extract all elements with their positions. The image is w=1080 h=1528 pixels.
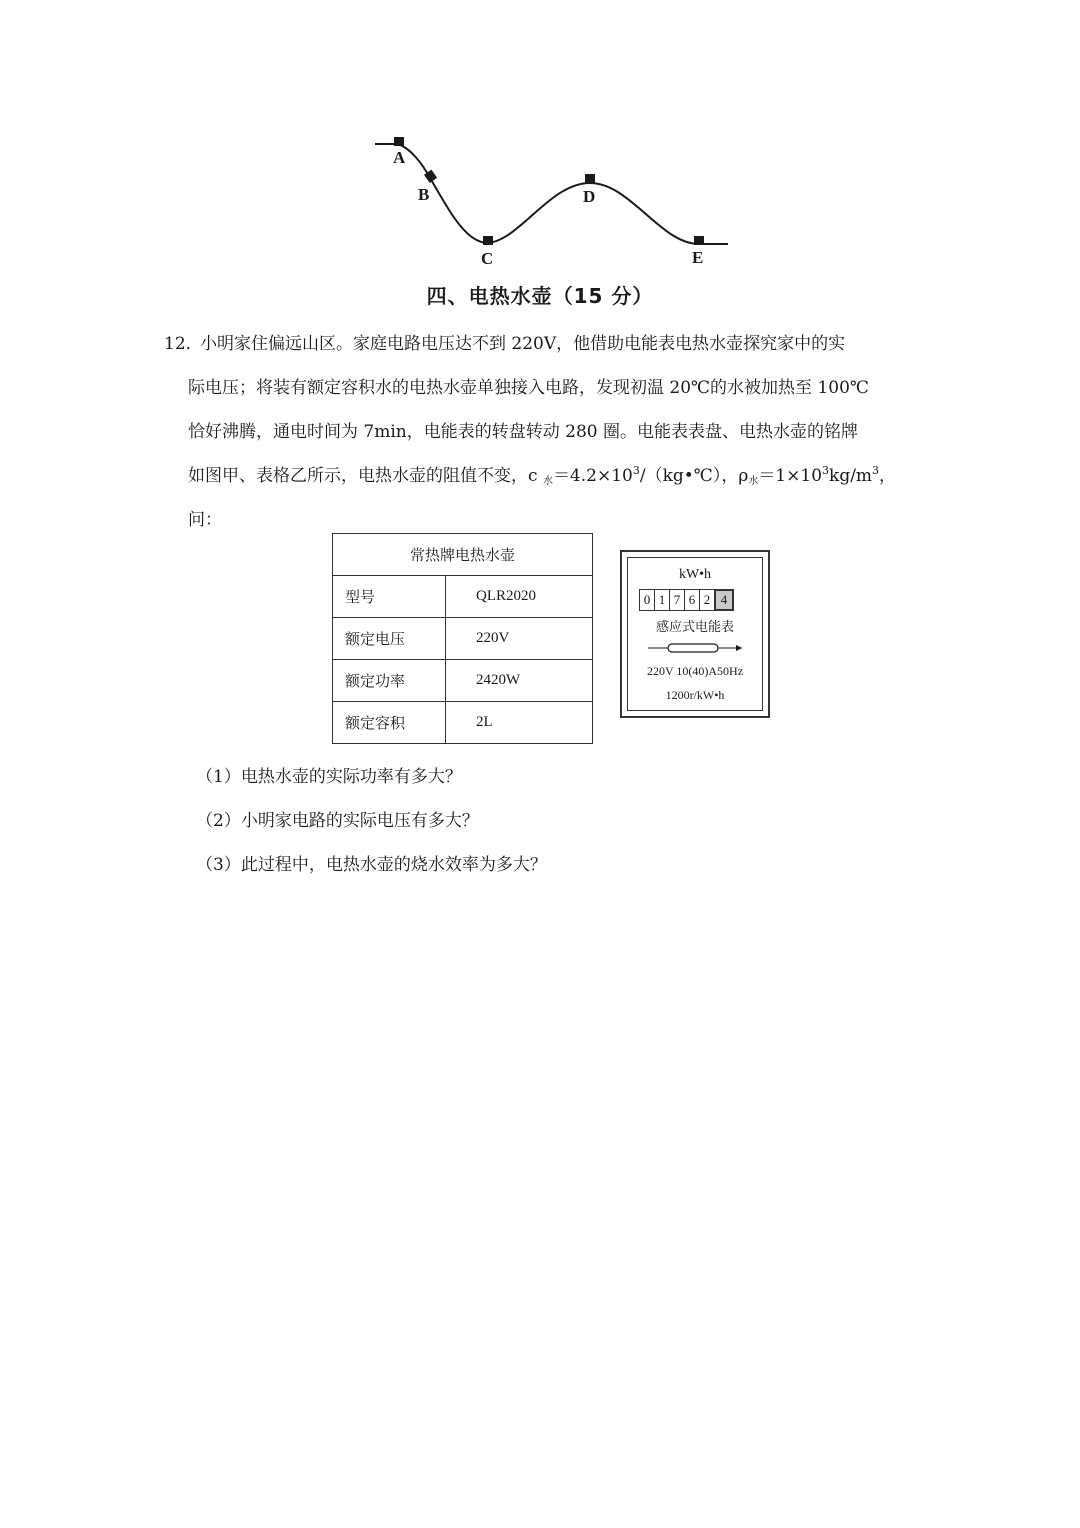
meter-digits xyxy=(640,589,734,611)
meter-spec: 220V 10(40)A50Hz xyxy=(646,664,744,678)
meter-digit: 0 xyxy=(639,589,655,611)
track-curve-figure xyxy=(370,128,740,273)
nameplate-value: 220V xyxy=(446,618,593,660)
meter-digit-decimal: 4 xyxy=(714,589,734,611)
block-c xyxy=(483,236,493,245)
point-label-c: C xyxy=(481,249,494,268)
question-line-5: 问： xyxy=(188,510,222,530)
point-label-e: E xyxy=(692,248,704,267)
question-number: 12． xyxy=(164,334,203,354)
meter-rate: 1200r/kW•h xyxy=(665,688,725,702)
point-label-a: A xyxy=(393,148,406,167)
energy-meter xyxy=(620,550,770,718)
meter-type: 感应式电能表 xyxy=(655,620,734,635)
table-row xyxy=(333,702,593,744)
sub-question-1: （1）电热水壶的实际功率有多大？ xyxy=(196,767,462,787)
meter-digit: 6 xyxy=(684,589,700,611)
nameplate-value: 2L xyxy=(446,702,593,744)
point-label-b: B xyxy=(418,185,430,204)
meter-digit: 7 xyxy=(669,589,685,611)
sub-question-3: （3）此过程中，电热水壶的烧水效率为多大？ xyxy=(196,855,547,875)
meter-unit: kW•h xyxy=(678,567,712,582)
nameplate-label: 额定功率 xyxy=(333,660,446,702)
energy-meter-face xyxy=(627,557,763,711)
nameplate-value: QLR2020 xyxy=(446,576,593,618)
question-line-3: 恰好沸腾，通电时间为 7min，电能表的转盘转动 280 圈。电能表表盘、电热水壶的铭牌 xyxy=(188,422,858,442)
nameplate-title: 常热牌电热水壶 xyxy=(333,534,593,576)
table-row xyxy=(333,618,593,660)
nameplate-label: 额定电压 xyxy=(333,618,446,660)
meter-disc-icon xyxy=(646,642,746,654)
nameplate-value: 2420W xyxy=(446,660,593,702)
sub-question-2: （2）小明家电路的实际电压有多大？ xyxy=(196,811,479,831)
point-label-d: D xyxy=(583,187,596,206)
question-line-4: 如图甲、表格乙所示，电热水壶的阻值不变，c $_水=4.2\times 10^3/(kg•℃)$，$\rho_水=1\times 10^3kg/m^3$， xyxy=(188,464,897,487)
table-row xyxy=(333,660,593,702)
kettle-nameplate-table xyxy=(332,533,593,744)
meter-digit: 2 xyxy=(699,589,715,611)
meter-digit: 1 xyxy=(654,589,670,611)
block-a xyxy=(394,137,404,146)
table-row xyxy=(333,576,593,618)
question-line-1: 12．小明家住偏远山区。家庭电路电压达不到 220V，他借助电能表电热水壶探究家中的实 xyxy=(164,322,924,366)
question-line-2: 际电压；将装有额定容积水的电热水壶单独接入电路，发现初温 20℃的水被加热至 100℃ xyxy=(188,378,869,398)
nameplate-label: 额定容积 xyxy=(333,702,446,744)
track-curve-svg xyxy=(370,128,740,273)
question-12 xyxy=(164,322,924,542)
nameplate-label: 型号 xyxy=(333,576,446,618)
block-e xyxy=(694,236,704,245)
table-row xyxy=(333,534,593,576)
block-d xyxy=(585,174,595,183)
section-title: 四、电热水壶（15 分） xyxy=(426,284,654,308)
